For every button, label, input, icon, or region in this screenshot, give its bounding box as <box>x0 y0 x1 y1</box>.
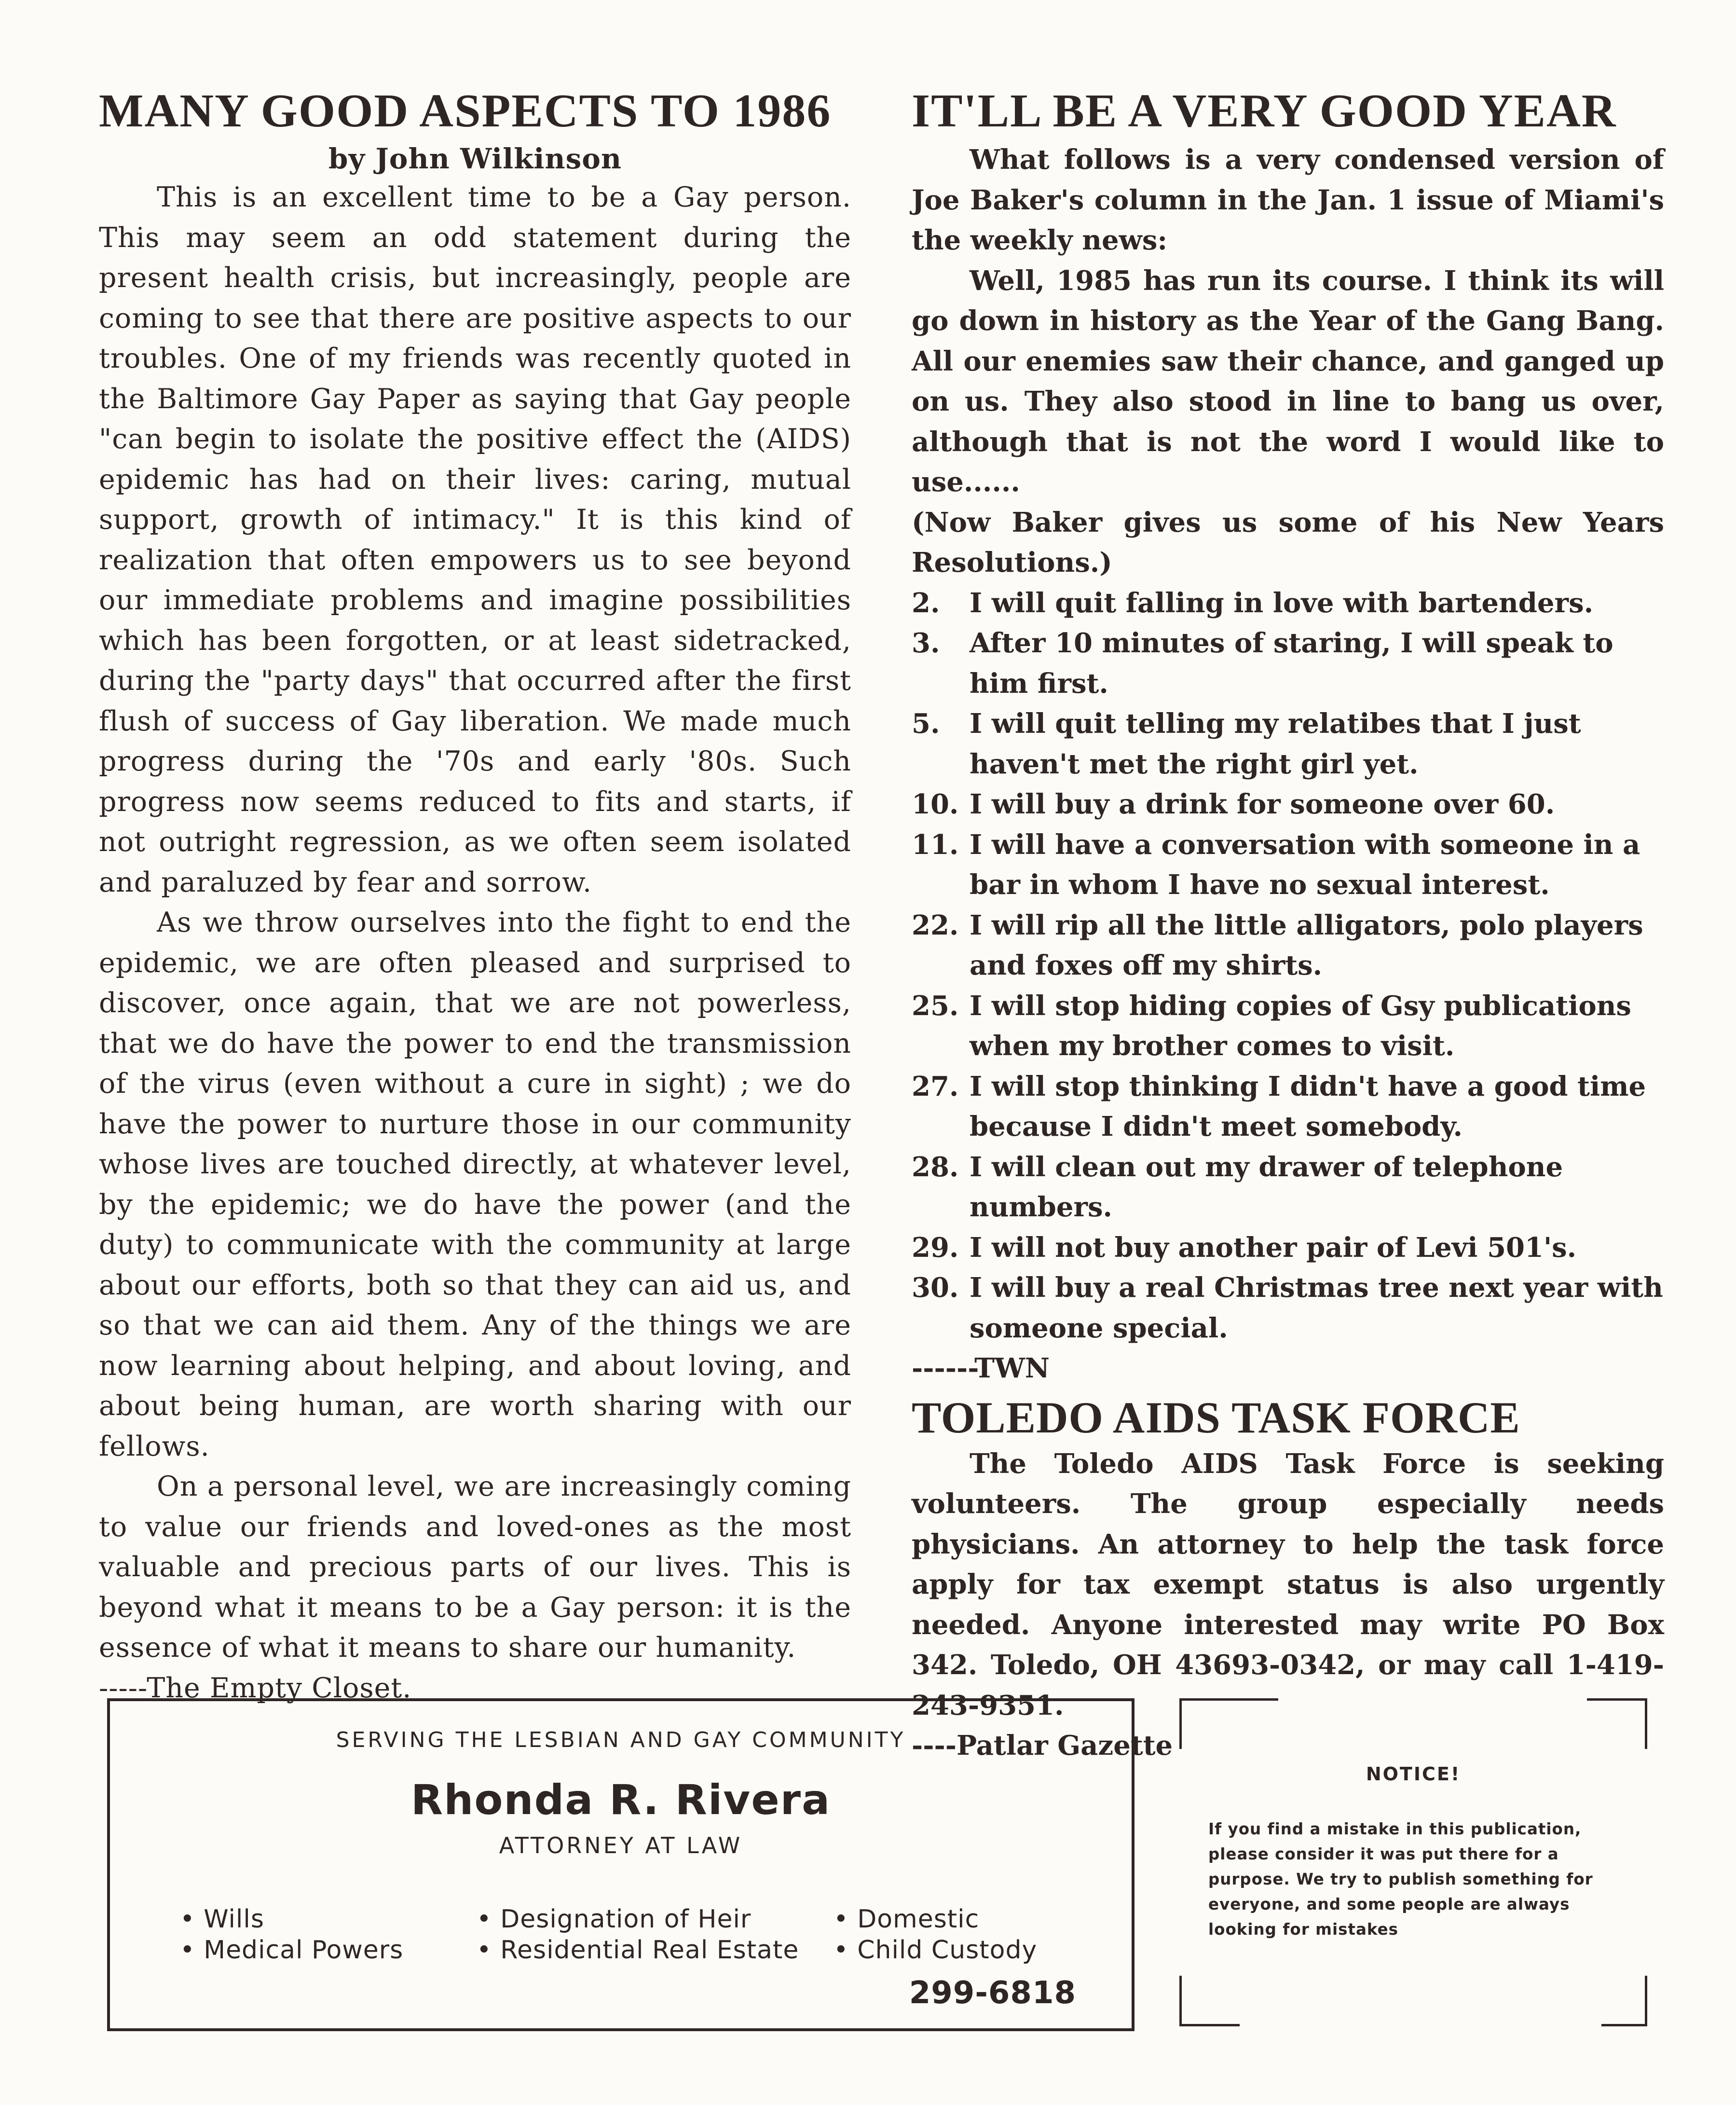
ad-service: • Medical Powers <box>180 1936 404 1965</box>
list-item <box>912 986 1664 1067</box>
right-credit: ------TWN <box>912 1352 1050 1384</box>
left-paragraph-3: On a personal level, we are increasingly coming to value our friends and loved-ones as the most valuable and precious parts of our lives. This is beyond what it means to be a Gay person: it is the essence of what it means to share our humanity. <box>99 1471 851 1664</box>
list-item <box>912 825 1664 906</box>
list-item-number: 22. <box>912 909 959 941</box>
list-item-number: 30. <box>912 1272 959 1304</box>
notice-heading: NOTICE! <box>1366 1763 1461 1785</box>
right-body: Well, 1985 has run its course. I think its will go down in history as the Year of the Gang Bang. All our enemies saw their chance, and ganged up on us. They also stood in line to bang us over, although that is not the word I would like to use...... <box>912 264 1664 498</box>
list-item <box>912 1147 1664 1228</box>
list-item-number: 10. <box>912 788 959 820</box>
left-credit: -----The Empty Closet. <box>99 1672 412 1704</box>
list-item <box>912 623 1664 704</box>
resolution-list <box>912 583 1664 1349</box>
list-item <box>912 784 1664 825</box>
ad-service: • Designation of Heir <box>477 1905 752 1934</box>
task-force-credit: ----Patlar Gazette <box>912 1730 1173 1761</box>
corner-bracket <box>1587 1698 1647 1749</box>
ad-service: • Wills <box>180 1905 264 1934</box>
right-headline: IT'LL BE A VERY GOOD YEAR <box>912 85 1617 137</box>
ad-name: Rhonda R. Rivera <box>410 1776 831 1824</box>
list-item-text: I will buy a drink for someone over 60. <box>970 788 1555 820</box>
corner-bracket <box>1601 1976 1647 2026</box>
list-item-text: After 10 minutes of staring, I will speak to him first. <box>970 627 1613 700</box>
task-force-body: The Toledo AIDS Task Force is seeking volunteers. The group especially needs physicians. An attorney to help the task force apply for tax exempt status is also urgently needed. Anyone interested may write PO Box 342. Toledo, OH 43693-0342, or may call 1-419-243-9351. <box>912 1447 1664 1721</box>
list-item <box>912 906 1664 986</box>
list-item-number: 2. <box>912 587 940 619</box>
list-item-text: I will quit telling my relatibes that I just haven't met the right girl yet. <box>970 708 1581 780</box>
ad-service: • Domestic <box>834 1905 980 1934</box>
left-paragraph-2: As we throw ourselves into the fight to end the epidemic, we are often pleased and surprised to discover, once again, that we are not powerless, that we do have the power to end the transmission of the virus (even without a cure in sight) ; we do have the power to nurture those in our community whose lives are touched directly, at whatever level, by the epidemic; we do have the power (and the duty) to communicate with the community at large about our efforts, both so that they can aid us, and so that we can aid them. Any of the things we are now learning about helping, and about loving, and about being human, are worth sharing with our fellows. <box>99 907 851 1462</box>
list-item-text: I will have a conversation with someone in a bar in whom I have no sexual interest. <box>970 828 1640 901</box>
list-item-number: 29. <box>912 1231 959 1264</box>
right-column <box>912 82 1664 1766</box>
list-item-number: 25. <box>912 990 959 1022</box>
list-item <box>912 1268 1664 1348</box>
corner-bracket <box>1179 1698 1278 1749</box>
left-paragraph-1: This is an excellent time to be a Gay person. This may seem an odd statement during the present health crisis, but increasingly, people are coming to see that there are positive aspects to our troubles. One of my friends was recently quoted in the Baltimore Gay Paper as saying that Gay people "can begin to isolate the positive effect the (AIDS) epidemic has had on their lives: caring, mutual support, growth of intimacy." It is this kind of realization that often empowers us to see beyond our immediate problems and imagine possibilities which has been forgotten, or at least sidetracked, during the "party days" that occurred after the first flush of success of Gay liberation. We made much progress during the '70s and early '80s. Such progress now seems reduced to fits and starts, if not outright regression, as we often seem isolated and paraluzed by fear and sorrow. <box>99 181 851 898</box>
list-item-number: 28. <box>912 1151 959 1183</box>
notice-body: If you find a mistake in this publication, please consider it was put there for a purpose. We try to publish something for everyone, and some people are always looking for mistakes <box>1208 1820 1593 1939</box>
list-item <box>912 583 1664 624</box>
byline: by John Wilkinson <box>328 142 622 175</box>
list-item-text: I will stop hiding copies of Gsy publications when my brother comes to visit. <box>970 990 1631 1062</box>
list-item-text: I will not buy another pair of Levi 501's. <box>970 1231 1577 1264</box>
ad-service: • Residential Real Estate <box>477 1936 799 1965</box>
list-item-text: I will clean out my drawer of telephone numbers. <box>970 1151 1563 1223</box>
list-item-text: I will quit falling in love with bartenders. <box>970 587 1594 619</box>
list-item <box>912 1067 1664 1147</box>
list-item-number: 5. <box>912 708 940 740</box>
ad-phone: 299-6818 <box>909 1975 1076 2011</box>
ad-title: ATTORNEY AT LAW <box>499 1832 743 1858</box>
list-item-text: I will rip all the little alligators, polo players and foxes off my shirts. <box>970 909 1643 981</box>
task-force-headline: TOLEDO AIDS TASK FORCE <box>912 1392 1520 1442</box>
right-aside: (Now Baker gives us some of his New Years Resolutions.) <box>912 506 1664 578</box>
list-item-text: I will stop thinking I didn't have a good time because I didn't meet somebody. <box>970 1070 1646 1142</box>
ad-tagline: SERVING THE LESBIAN AND GAY COMMUNITY <box>336 1728 906 1752</box>
list-item-number: 3. <box>912 627 940 659</box>
attorney-ad <box>107 1698 1135 2031</box>
left-headline: MANY GOOD ASPECTS TO 1986 <box>99 85 832 137</box>
corner-bracket <box>1179 1976 1240 2026</box>
list-item-text: I will buy a real Christmas tree next year with someone special. <box>970 1272 1663 1344</box>
notice-box <box>1175 1693 1652 2031</box>
list-item-number: 11. <box>912 828 959 861</box>
list-item <box>912 1228 1664 1268</box>
list-item-number: 27. <box>912 1070 959 1102</box>
right-intro: What follows is a very condensed version of Joe Baker's column in the Jan. 1 issue of Miami's the weekly news: <box>912 144 1664 256</box>
list-item <box>912 704 1664 784</box>
left-article <box>99 82 851 1708</box>
ad-service: • Child Custody <box>834 1936 1038 1965</box>
